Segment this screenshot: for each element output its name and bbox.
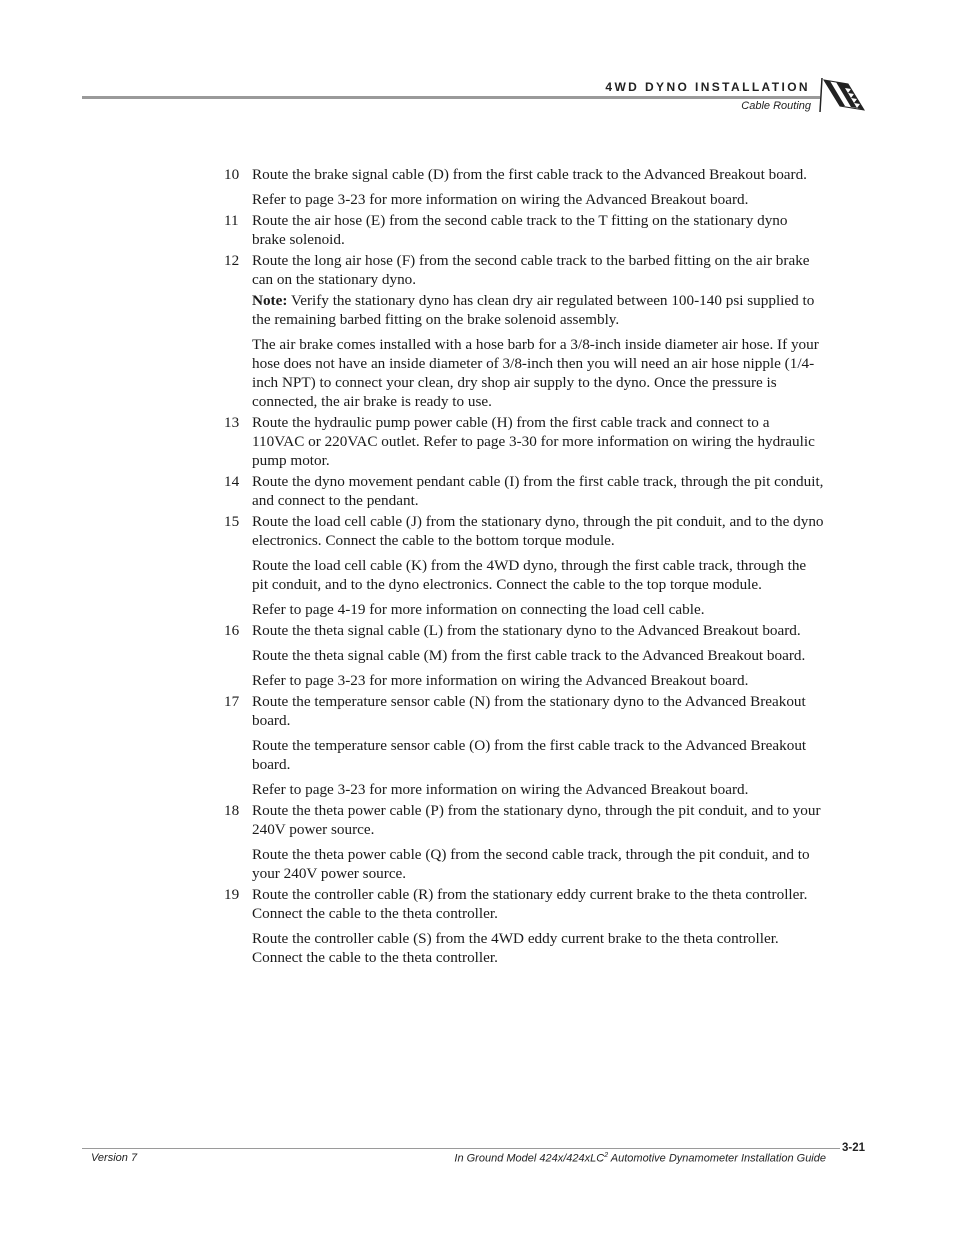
- step-paragraph: Route the theta power cable (Q) from the second cable track, through the pit conduit, and to your 240V power source.: [252, 846, 810, 882]
- page-number: 3-21: [842, 1142, 866, 1154]
- step-number: 19: [224, 886, 240, 903]
- step-paragraph: Route the theta signal cable (M) from the first cable track to the Advanced Breakout board.: [252, 647, 806, 664]
- step-number: 18: [224, 802, 240, 819]
- note-label: Note:: [252, 292, 288, 309]
- step-number: 12: [224, 252, 240, 269]
- step-text: Route the load cell cable (J) from the stationary dyno, through the pit conduit, and to the dyno electronics. Connect the cable to the bottom torque module.: [252, 513, 824, 549]
- section-title: 4WD DYNO INSTALLATION: [605, 80, 810, 94]
- instruction-list: [224, 165, 824, 969]
- step-item: [224, 621, 824, 690]
- step-text: Route the temperature sensor cable (N) from the stationary dyno to the Advanced Breakout board.: [252, 693, 806, 729]
- step-paragraph: Route the load cell cable (K) from the 4WD dyno, through the first cable track, through the pit conduit, and to the dyno electronics. Connect the cable to the top torque module.: [252, 557, 807, 593]
- note-text: Verify the stationary dyno has clean dry air regulated between 100-140 psi supplied to the remaining barbed fitting on the brake solenoid assembly.: [252, 292, 815, 328]
- step-item: [224, 211, 824, 249]
- step-item: [224, 885, 824, 967]
- step-number: 11: [224, 212, 239, 229]
- footer-rule: [82, 1148, 840, 1149]
- step-item: [224, 512, 824, 619]
- guide-title-main: In Ground Model 424x/424xLC: [454, 1152, 605, 1165]
- version-label: Version 7: [91, 1152, 138, 1164]
- step-text: Route the dyno movement pendant cable (I) from the first cable track, through the pit conduit, and connect to the pendant.: [252, 473, 824, 509]
- step-note: [252, 291, 824, 329]
- step-text: Route the theta power cable (P) from the stationary dyno, through the pit conduit, and to your 240V power source.: [252, 802, 821, 838]
- step-item: [224, 692, 824, 799]
- step-item: [224, 472, 824, 510]
- step-number: 10: [224, 166, 240, 183]
- step-text: Route the air hose (E) from the second cable track to the T fitting on the stationary dyno brake solenoid.: [252, 212, 788, 248]
- step-paragraph: The air brake comes installed with a hose barb for a 3/8-inch inside diameter air hose. If your hose does not have an inside diameter of 3/8-inch then you will need an air hose nipple (1/4-inch NPT) to connect your clean, dry shop air supply to the dyno. Once the pressure is connected, the air brake is ready to use.: [252, 336, 819, 410]
- header-rule: [82, 96, 820, 99]
- step-item: [224, 251, 824, 411]
- step-item: [224, 165, 824, 209]
- step-paragraph: Route the temperature sensor cable (O) from the first cable track to the Advanced Breakout board.: [252, 737, 807, 773]
- guide-title: [454, 1152, 826, 1165]
- step-number: 13: [224, 414, 240, 431]
- step-text: Route the long air hose (F) from the second cable track to the barbed fitting on the air brake can on the stationary dyno.: [252, 252, 810, 288]
- step-paragraph: Refer to page 3-23 for more information on wiring the Advanced Breakout board.: [252, 781, 749, 798]
- checkered-flag-icon: [818, 76, 866, 114]
- step-number: 14: [224, 473, 240, 490]
- step-number: 16: [224, 622, 240, 639]
- step-paragraph: Refer to page 3-23 for more information on wiring the Advanced Breakout board.: [252, 191, 749, 208]
- step-paragraph: Refer to page 3-23 for more information on wiring the Advanced Breakout board.: [252, 672, 749, 689]
- step-number: 17: [224, 693, 240, 710]
- step-text: Route the controller cable (R) from the stationary eddy current brake to the theta controller. Connect the cable to the theta controller.: [252, 886, 808, 922]
- step-text: Route the theta signal cable (L) from the stationary dyno to the Advanced Breakout board.: [252, 622, 801, 639]
- step-number: 15: [224, 513, 240, 530]
- guide-title-sup: 2: [604, 1152, 609, 1159]
- step-text: Route the brake signal cable (D) from the first cable track to the Advanced Breakout board.: [252, 166, 807, 183]
- guide-title-rest: Automotive Dynamometer Installation Guide: [608, 1152, 826, 1165]
- step-paragraph: Refer to page 4-19 for more information on connecting the load cell cable.: [252, 601, 705, 618]
- step-item: [224, 801, 824, 883]
- step-item: [224, 413, 824, 470]
- section-subtitle: Cable Routing: [741, 100, 811, 112]
- step-paragraph: Route the controller cable (S) from the 4WD eddy current brake to the theta controller. Connect the cable to the theta controller.: [252, 930, 779, 966]
- step-text: Route the hydraulic pump power cable (H) from the first cable track and connect to a 110VAC or 220VAC outlet. Refer to page 3-30 for more information on wiring the hydraulic pump motor.: [252, 414, 815, 469]
